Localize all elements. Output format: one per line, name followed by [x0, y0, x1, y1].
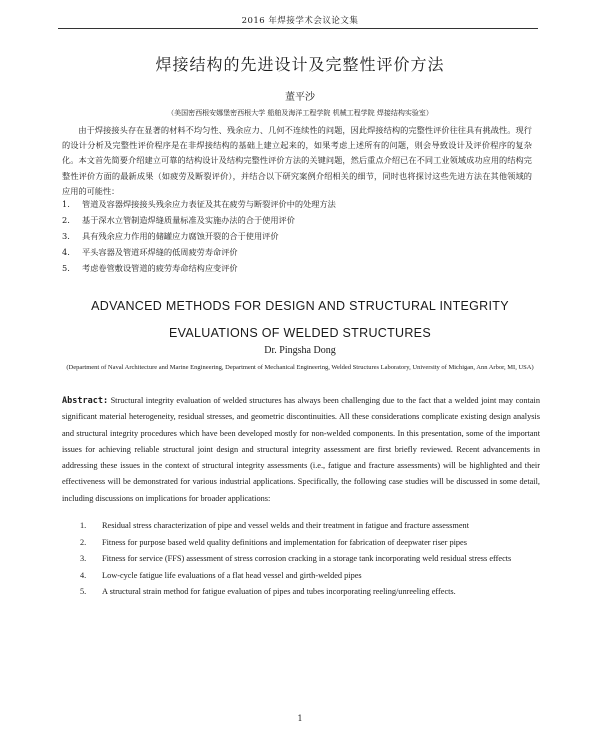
- list-item: [80, 551, 540, 568]
- list-item-text: 管道及容器焊接接头残余应力表征及其在疲劳与断裂评价中的处理方法: [82, 199, 336, 209]
- chinese-abstract-text: 由于焊接接头存在显著的材料不均匀性、残余应力、几何不连续性的问题，因此焊接结构的完整性评价往往具有挑战性。现行的设计分析及完整性评价程序是在非焊接结构的基础上建立起来的，如果考虑上述所有的问题，则会导致设计及评价程序的复杂化。本文首先简要介绍建立可靠的结构设计及结构完整性评价方法的关键问题，然后重点介绍已在不同工业领域成功应用的结构完整性评价方面的最新成果（如疲劳及断裂评价），并结合以下研究案例介绍相关的细节，同时也将探讨这些先进方法在其他领域的应用的可能性：: [62, 125, 532, 196]
- list-item-text: 基于深水立管制造焊缝质量标准及实施办法的合于使用评价: [82, 215, 295, 225]
- header-divider: [58, 28, 538, 29]
- list-item: [80, 535, 540, 552]
- list-item-text: 考虑卷管敷设管道的疲劳寿命结构应变评价: [82, 263, 238, 273]
- list-item-text: Low-cycle fatigue life evaluations of a flat head vessel and girth-welded pipes: [102, 570, 362, 580]
- english-title-line-2: EVALUATIONS OF WELDED STRUCTURES: [169, 326, 431, 340]
- list-item-number: 1.: [62, 199, 70, 209]
- list-item-text: 平头容器及管道环焊缝的低周疲劳寿命评价: [82, 247, 238, 257]
- list-item-number: 1.: [80, 521, 87, 530]
- list-item-text: Fitness for purpose based weld quality definitions and implementation for fabrication of deepwater riser pipes: [102, 537, 467, 547]
- list-item: [80, 518, 540, 535]
- list-item-text: A structural strain method for fatigue evaluation of pipes and tubes incorporating reeling/unreeling effects.: [102, 587, 456, 597]
- list-item-text: Residual stress characterization of pipe and vessel welds and their treatment in fatigue and fracture assessment: [102, 521, 470, 530]
- list-item: [62, 228, 532, 244]
- list-item: [62, 212, 532, 228]
- chinese-case-list: [62, 196, 532, 276]
- list-item-text: 具有残余应力作用的储罐应力腐蚀开裂的合于使用评价: [82, 231, 279, 241]
- list-item: [80, 568, 540, 585]
- english-case-list: [80, 518, 540, 601]
- list-item-number: 3.: [62, 231, 70, 241]
- running-header: 2016 年焊接学术会议论文集: [241, 16, 359, 26]
- list-item: [62, 260, 532, 276]
- chinese-affiliation: （美国密西根安娜堡密西根大学 船舶及海洋工程学院 机械工程学院 焊接结构实验室）: [167, 109, 433, 117]
- list-item: [62, 196, 532, 212]
- english-author: Dr. Pingsha Dong: [264, 345, 336, 356]
- list-item-number: 5.: [62, 263, 70, 273]
- english-title-line-1: ADVANCED METHODS FOR DESIGN AND STRUCTURAL INTEGRITY: [91, 299, 509, 313]
- list-item-number: 2.: [80, 537, 87, 547]
- list-item: [80, 584, 540, 601]
- list-item-text: Fitness for service (FFS) assessment of stress corrosion cracking in a storage tank incorporating weld residual stress effects: [102, 554, 512, 564]
- chinese-author: 董平沙: [285, 92, 315, 103]
- list-item-number: 3.: [80, 554, 87, 564]
- list-item-number: 5.: [80, 587, 87, 597]
- english-abstract: [62, 393, 540, 507]
- list-item-number: 2.: [62, 215, 70, 225]
- list-item-number: 4.: [62, 247, 70, 257]
- chinese-title: 焊接结构的先进设计及完整性评价方法: [155, 55, 445, 74]
- abstract-label: Abstract:: [62, 396, 109, 406]
- list-item: [62, 244, 532, 260]
- chinese-abstract: [62, 123, 532, 199]
- list-item-number: 4.: [80, 570, 87, 580]
- english-affiliation: (Department of Naval Architecture and Marine Engineering, Department of Mechanical Engineering, Welded Structures Laboratory, University of Michigan, Ann Arbor, MI, USA): [66, 364, 534, 371]
- page-number: 1: [297, 714, 303, 723]
- english-abstract-text: Structural integrity evaluation of welded structures has always been challenging due to the fact that a welded joint may contain significant material heterogeneity, residual stresses, and geometric discontinuities. All these considerations complicate existing design analysis and structural integrity procedures which have been developed mostly for non-welded components. In this presentation, some of the important issues for achieving reliable structural joint design and structural integrity assessment are first briefly reviewed. Recent advancements in addressing these issues in the context of structural integrity assessments (i.e., fatigue and fracture assessments) will be highlighted and their effectiveness will be demonstrated for various industrial applications. Specifically, the following case studies will be discussed in some detail, including discussions on implications for broader applications:: [62, 396, 540, 503]
